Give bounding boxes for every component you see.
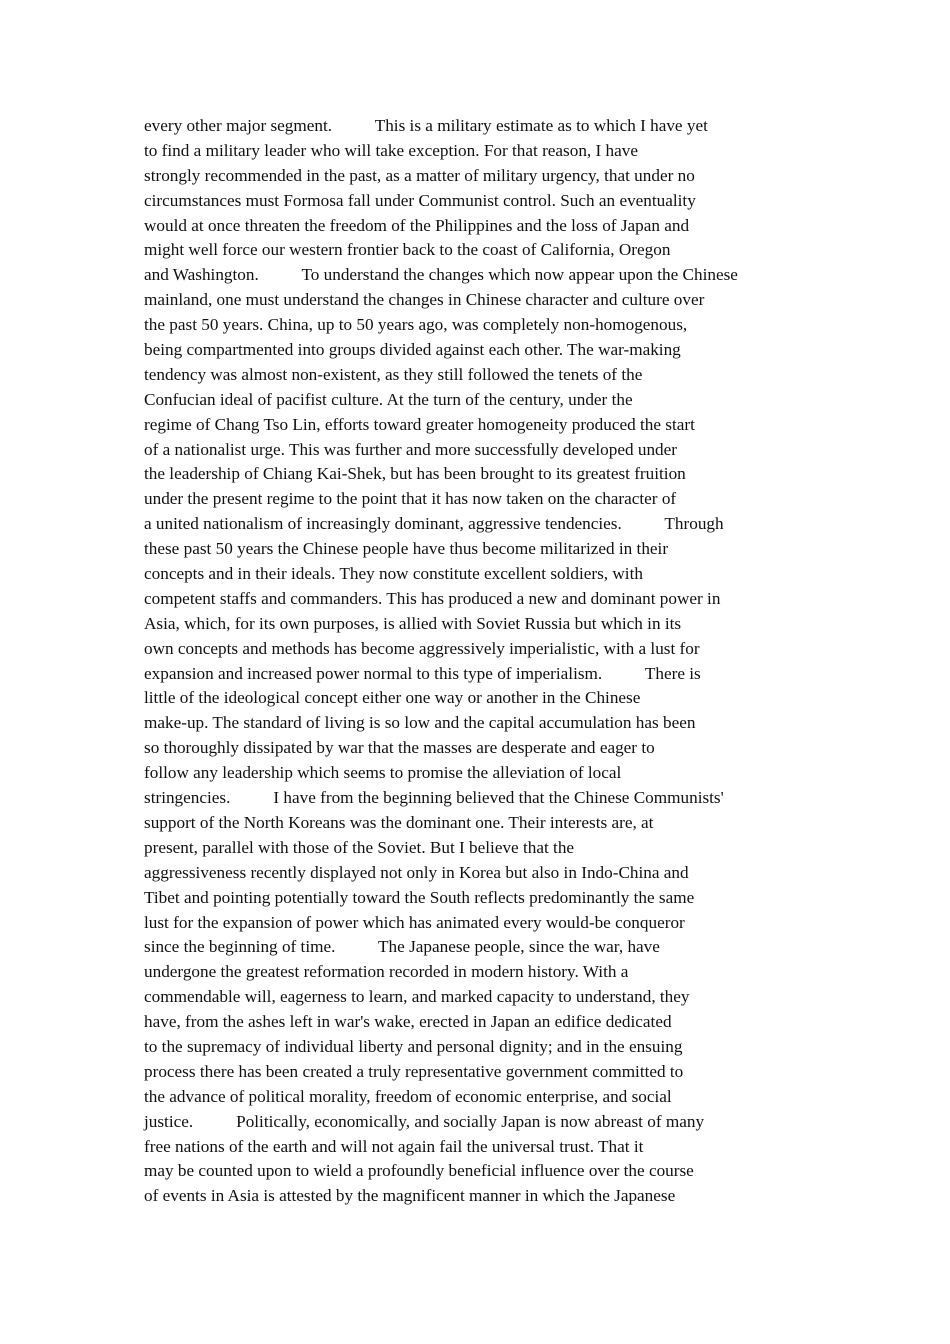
text-line: may be counted upon to wield a profoundly beneficial influence over the course: [144, 1161, 694, 1181]
text-line: being compartmented into groups divided against each other. The war-making: [144, 340, 681, 360]
text-line: strongly recommended in the past, as a matter of military urgency, that under no: [144, 165, 695, 185]
text-line: would at once threaten the freedom of the Philippines and the loss of Japan and: [144, 215, 690, 235]
text-line: present, parallel with those of the Soviet. But I believe that the: [144, 837, 575, 857]
text-line: commendable will, eagerness to learn, and marked capacity to understand, they: [144, 987, 690, 1007]
text-line: Confucian ideal of pacifist culture. At the turn of the century, under the: [144, 389, 633, 409]
text-line: process there has been created a truly representative government committed to: [144, 1061, 684, 1081]
text-line: aggressiveness recently displayed not only in Korea but also in Indo-China and: [144, 862, 689, 882]
text-line: and Washington. To understand the changes which now appear upon the Chinese: [144, 265, 738, 285]
text-line: so thoroughly dissipated by war that the masses are desperate and eager to: [144, 738, 655, 758]
text-line: lust for the expansion of power which has animated every would-be conqueror: [144, 912, 685, 932]
text-line: every other major segment. This is a military estimate as to which I have yet: [144, 116, 708, 135]
text-line: tendency was almost non-existent, as they still followed the tenets of the: [144, 364, 643, 384]
text-line: since the beginning of time. The Japanese people, since the war, have: [144, 937, 660, 957]
text-line: the past 50 years. China, up to 50 years ago, was completely non-homogenous,: [144, 315, 688, 335]
text-line: of a nationalist urge. This was further and more successfully developed under: [144, 439, 677, 459]
text-line: competent staffs and commanders. This has produced a new and dominant power in: [144, 588, 721, 608]
text-line: the leadership of Chiang Kai-Shek, but has been brought to its greatest fruition: [144, 464, 686, 484]
text-line: might well force our western frontier back to the coast of California, Oregon: [144, 240, 671, 260]
text-line: own concepts and methods has become aggressively imperialistic, with a lust for: [144, 638, 700, 658]
text-line: Tibet and pointing potentially toward the South reflects predominantly the same: [144, 887, 695, 907]
text-line: the advance of political morality, freedom of economic enterprise, and social: [144, 1086, 672, 1106]
text-line: justice. Politically, economically, and socially Japan is now abreast of many: [144, 1111, 705, 1131]
text-line: Asia, which, for its own purposes, is allied with Soviet Russia but which in its: [144, 613, 682, 633]
text-line: stringencies. I have from the beginning believed that the Chinese Communists': [144, 788, 724, 808]
text-line: circumstances must Formosa fall under Communist control. Such an eventuality: [144, 190, 696, 210]
text-line: little of the ideological concept either one way or another in the Chinese: [144, 688, 641, 708]
text-line: these past 50 years the Chinese people have thus become militarized in their: [144, 539, 669, 559]
text-line: free nations of the earth and will not again fail the universal trust. That it: [144, 1136, 644, 1156]
text-line: make-up. The standard of living is so low and the capital accumulation has been: [144, 713, 696, 733]
text-line: regime of Chang Tso Lin, efforts toward greater homogeneity produced the start: [144, 414, 695, 434]
text-line: to find a military leader who will take exception. For that reason, I have: [144, 140, 638, 160]
text-line: mainland, one must understand the changes in Chinese character and culture over: [144, 290, 705, 310]
text-line: follow any leadership which seems to promise the alleviation of local: [144, 763, 622, 783]
body-text: [144, 114, 934, 1209]
text-line: of events in Asia is attested by the magnificent manner in which the Japanese: [144, 1186, 676, 1206]
text-line: to the supremacy of individual liberty and personal dignity; and in the ensuing: [144, 1036, 683, 1056]
text-line: undergone the greatest reformation recorded in modern history. With a: [144, 962, 629, 982]
text-line: concepts and in their ideals. They now constitute excellent soldiers, with: [144, 564, 643, 584]
text-line: under the present regime to the point that it has now taken on the character of: [144, 489, 677, 509]
text-line: expansion and increased power normal to this type of imperialism. There is: [144, 663, 701, 683]
text-line: have, from the ashes left in war's wake, erected in Japan an edifice dedicated: [144, 1012, 672, 1032]
text-line: support of the North Koreans was the dominant one. Their interests are, at: [144, 812, 654, 832]
text-line: a united nationalism of increasingly dominant, aggressive tendencies. Through: [144, 514, 724, 534]
